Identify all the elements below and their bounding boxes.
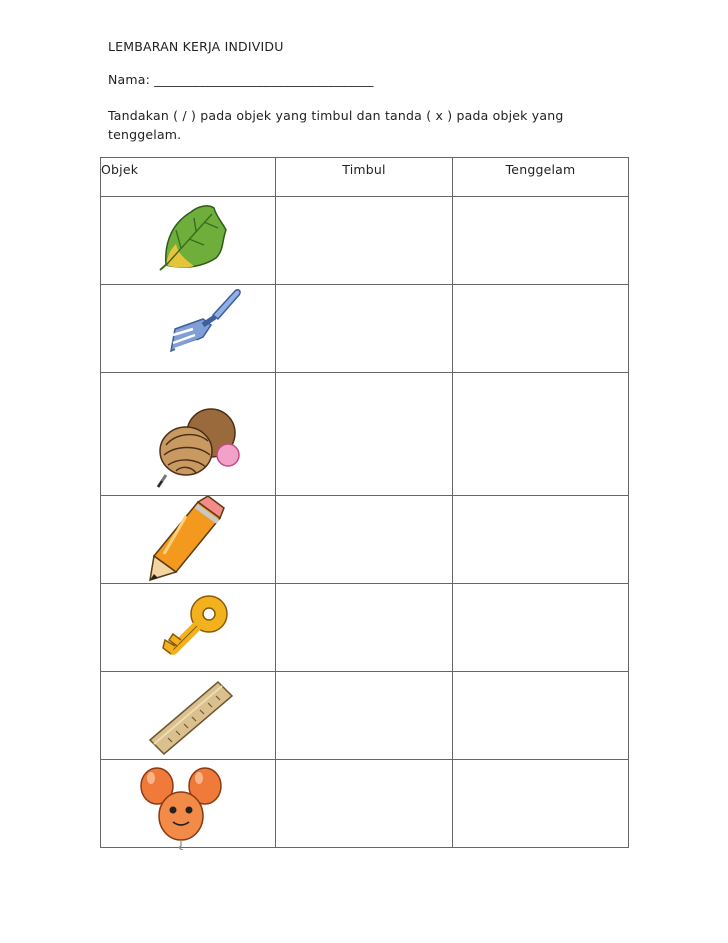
table-header-row: [101, 158, 629, 197]
tenggelam-answer-cell[interactable]: [453, 285, 629, 373]
tenggelam-answer-cell[interactable]: [453, 672, 629, 760]
timbul-answer-cell[interactable]: [276, 285, 453, 373]
pencil-icon: [146, 496, 226, 584]
object-cell: [101, 584, 276, 672]
tenggelam-answer-cell[interactable]: [453, 373, 629, 496]
tenggelam-answer-cell[interactable]: [453, 760, 629, 848]
object-cell: [101, 760, 276, 848]
table-row: [101, 285, 629, 373]
wooden-ruler-icon: [146, 678, 234, 758]
table-row: [101, 496, 629, 584]
name-field-line: Nama: __________________________________: [108, 72, 374, 87]
timbul-answer-cell[interactable]: [276, 760, 453, 848]
fork-icon: [163, 285, 243, 363]
timbul-answer-cell[interactable]: [276, 373, 453, 496]
timbul-answer-cell[interactable]: [276, 197, 453, 285]
leaf-icon: [156, 200, 231, 275]
tenggelam-answer-cell[interactable]: [453, 197, 629, 285]
table-row: [101, 760, 629, 848]
object-cell: [101, 672, 276, 760]
table-row: [101, 197, 629, 285]
key-icon: [159, 592, 233, 666]
tenggelam-answer-cell[interactable]: [453, 584, 629, 672]
timbul-answer-cell[interactable]: [276, 672, 453, 760]
worksheet-title: LEMBARAN KERJA INDIVIDU: [108, 39, 284, 54]
instruction-text: Tandakan ( / ) pada objek yang timbul dan tanda ( x ) pada objek yang tenggelam.: [108, 108, 564, 142]
table-row: [101, 672, 629, 760]
object-cell: [101, 373, 276, 496]
header-objek: Objek: [101, 158, 276, 197]
balloon-icon: [137, 764, 225, 850]
table-row: [101, 373, 629, 496]
header-tenggelam: Tenggelam: [453, 158, 629, 197]
object-cell: [101, 496, 276, 584]
tenggelam-answer-cell[interactable]: [453, 496, 629, 584]
object-cell: [101, 285, 276, 373]
header-timbul: Timbul: [276, 158, 453, 197]
worksheet-table: [100, 157, 629, 848]
table-row: [101, 584, 629, 672]
yarn-ball-icon: [156, 405, 244, 489]
object-cell: [101, 197, 276, 285]
timbul-answer-cell[interactable]: [276, 496, 453, 584]
timbul-answer-cell[interactable]: [276, 584, 453, 672]
